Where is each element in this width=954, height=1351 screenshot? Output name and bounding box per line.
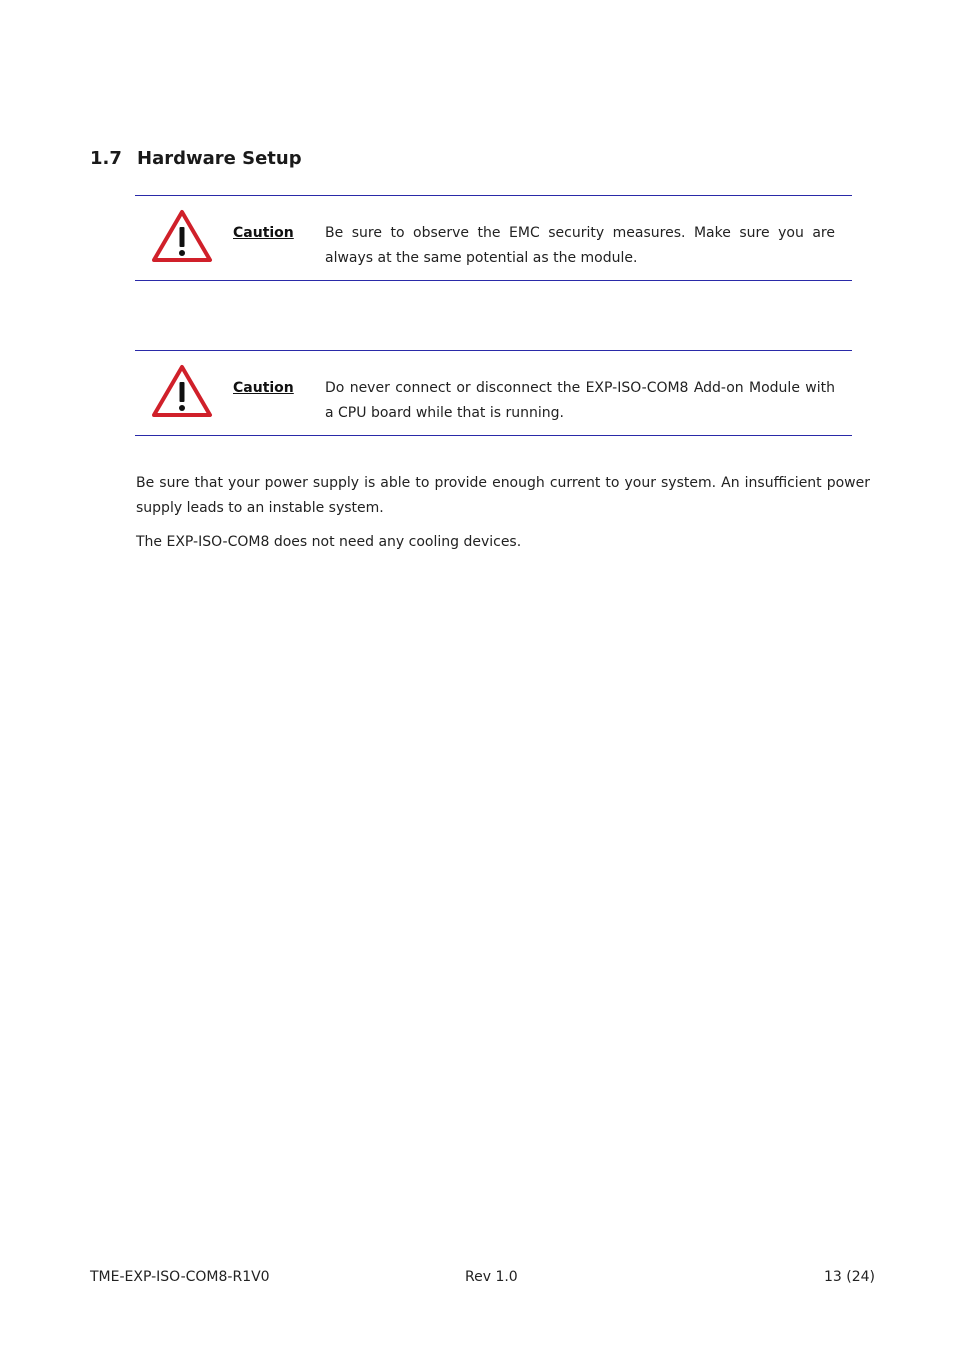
warning-triangle-icon xyxy=(151,364,213,418)
section-number: 1.7 xyxy=(90,148,122,169)
cooling-paragraph: The EXP-ISO-COM8 does not need any cooling devices. xyxy=(136,534,522,550)
section-heading xyxy=(90,148,302,169)
power-supply-paragraph: Be sure that your power supply is able to provide enough current to your system. An insufficient power supply leads to an instable system. xyxy=(136,475,870,516)
warning-triangle-icon xyxy=(151,209,213,263)
footer-page-number: 13 (24) xyxy=(823,1269,875,1285)
footer-revision: Rev 1.0 xyxy=(465,1269,518,1285)
section-title: Hardware Setup xyxy=(137,148,302,169)
caution-label: Caution xyxy=(233,225,294,241)
caution-box-hotplug xyxy=(135,350,852,436)
caution-text: Be sure to observe the EMC security measures. Make sure you are always at the same potential as the module. xyxy=(325,225,835,266)
caution-text: Do never connect or disconnect the EXP-ISO-COM8 Add-on Module with a CPU board while that is running. xyxy=(325,380,835,421)
caution-box-emc xyxy=(135,195,852,281)
footer-doc-id: TME-EXP-ISO-COM8-R1V0 xyxy=(90,1269,270,1285)
caution-label: Caution xyxy=(233,380,294,396)
